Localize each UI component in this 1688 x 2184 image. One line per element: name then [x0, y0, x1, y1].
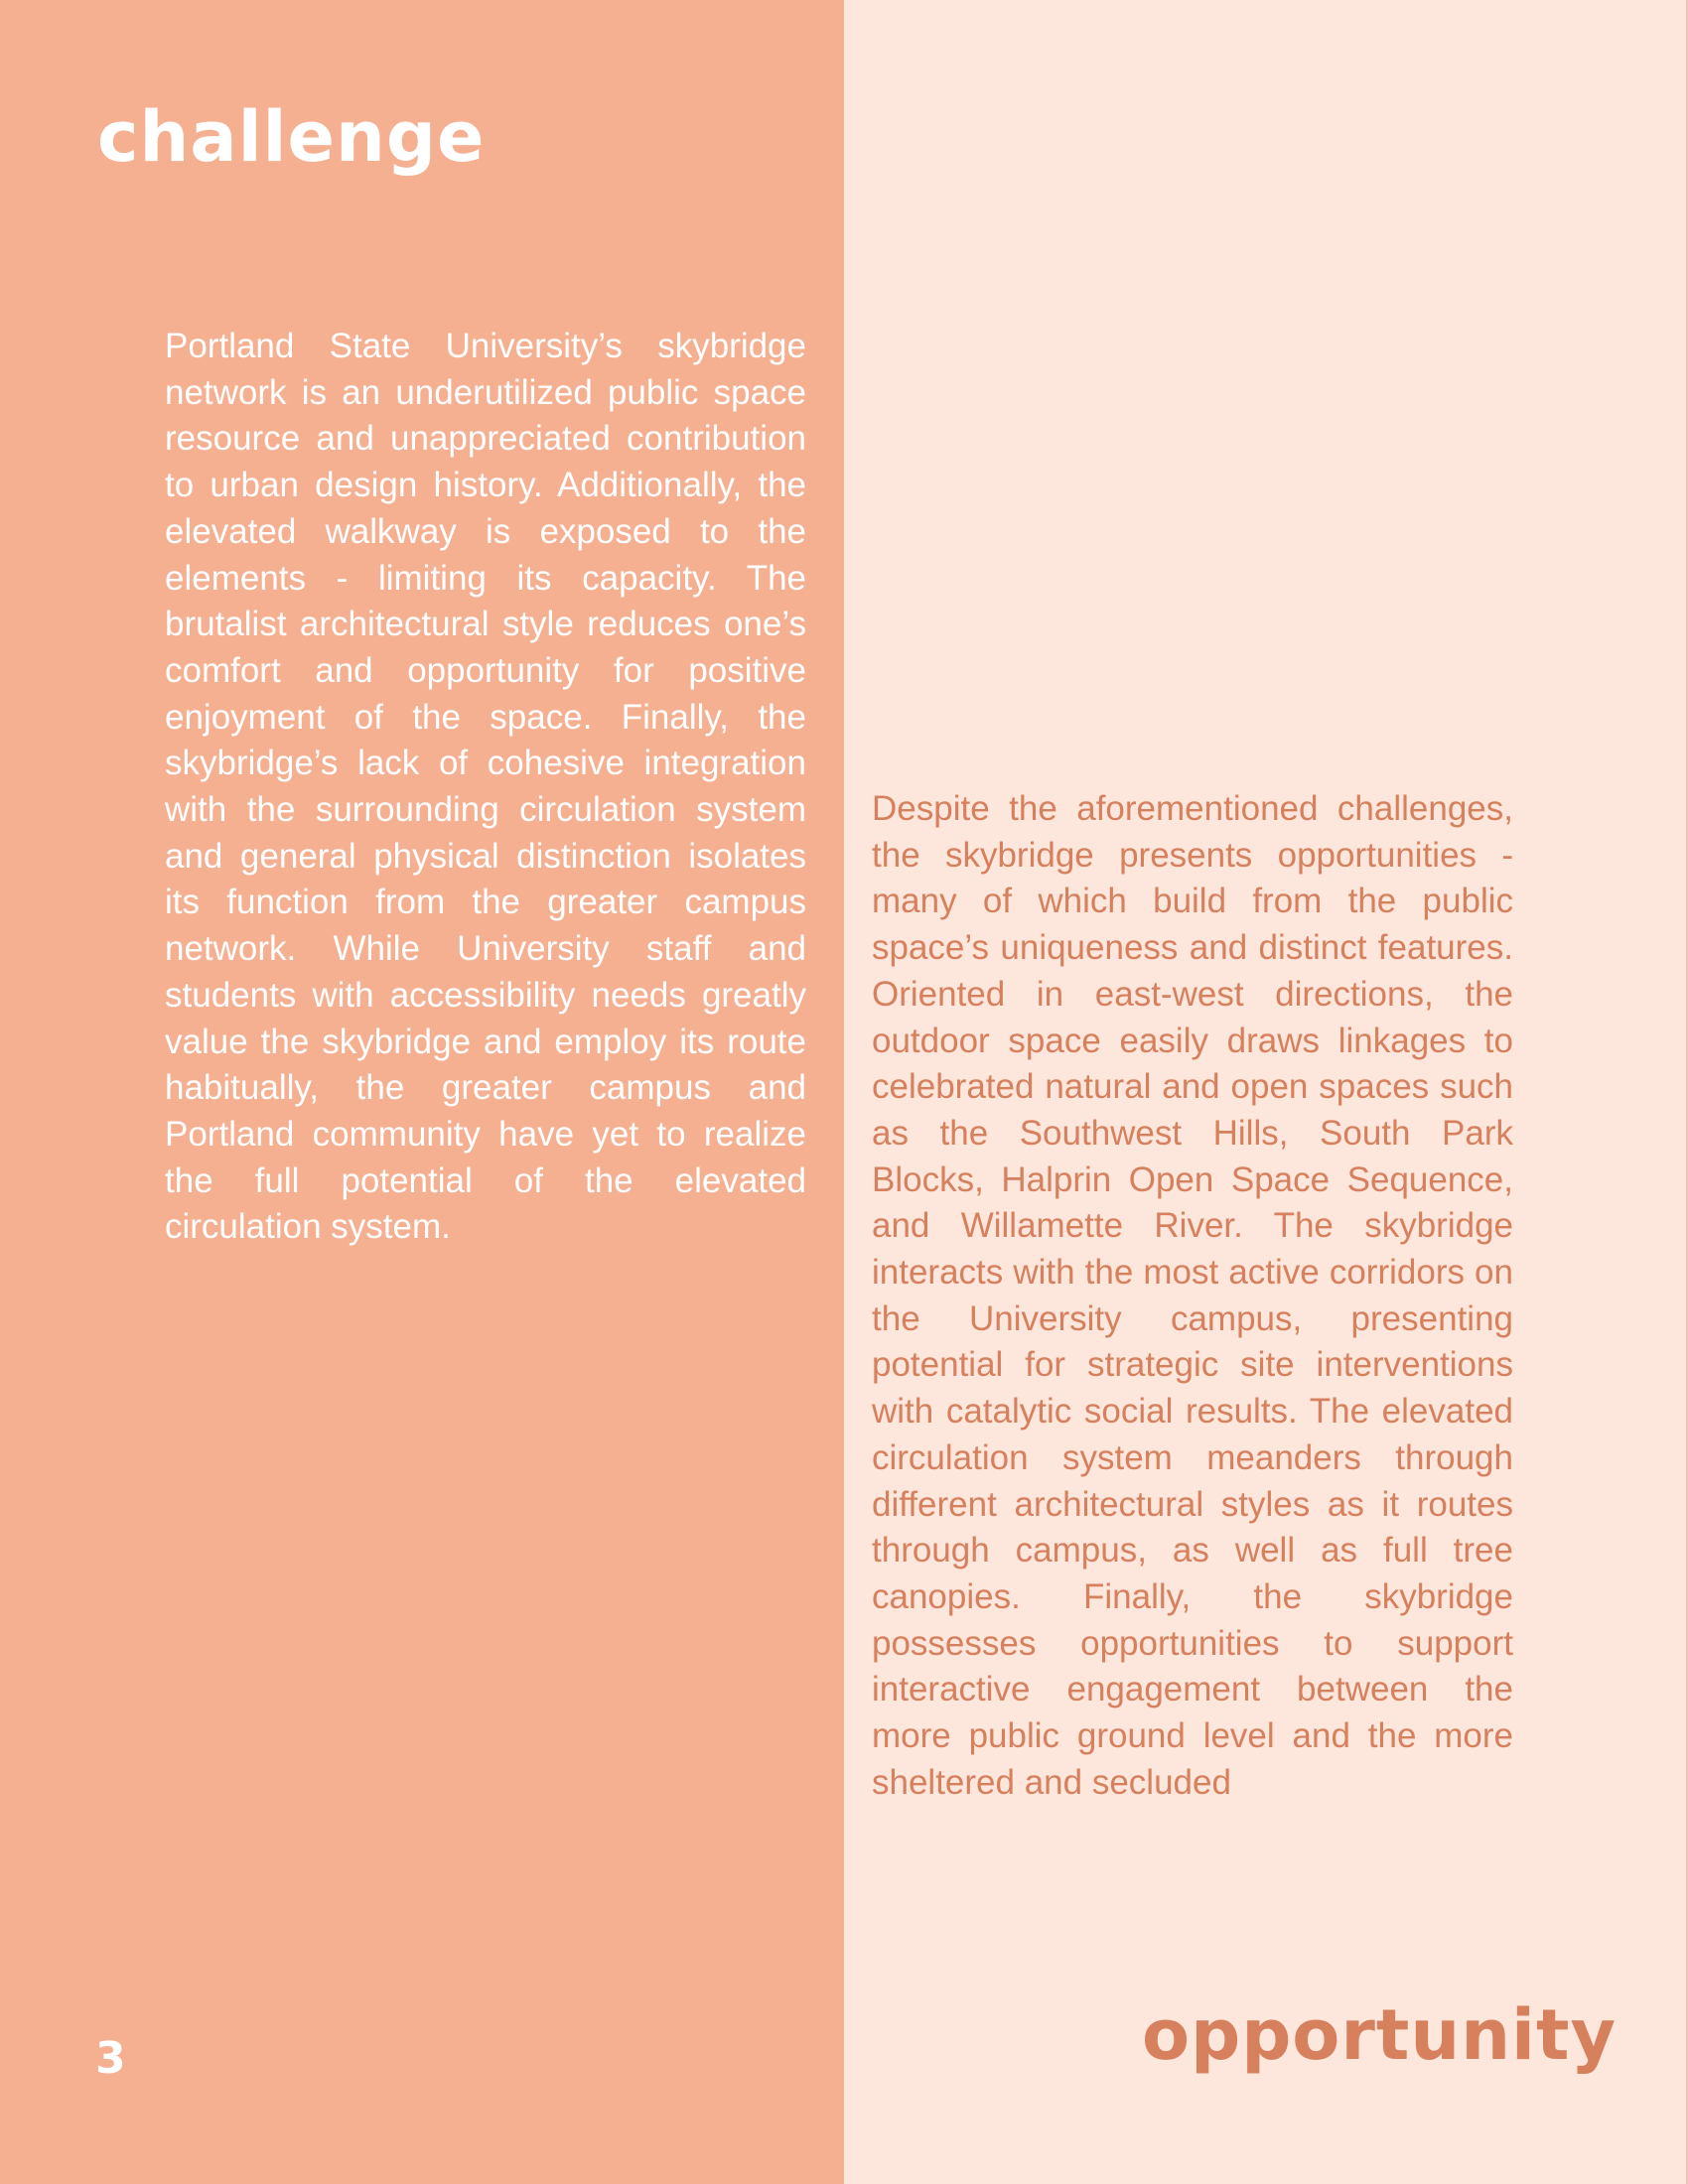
page-number: 3 [95, 2033, 126, 2084]
challenge-heading: challenge [97, 96, 486, 178]
opportunity-paragraph: Despite the aforementioned challenges, the skybridge presents opportunities - many of which build from the public space’s uniqueness and distinct features. Oriented in east-west directions, the outdoor space easily draws linkages to celebrated natural and open spaces such as the Southwest Hills, South Park Blocks, Halprin Open Space Sequence, and Willamette River. The skybridge interacts with the most active corridors on the University campus, presenting potential for strategic site interventions with catalytic social results. The elevated circulation system meanders through different architectural styles as it routes through campus, as well as full tree canopies. Finally, the skybridge possesses opportunities to support interactive engagement between the more public ground level and the more sheltered and secluded [872, 789, 1513, 1802]
opportunity-heading: opportunity [1142, 1994, 1618, 2076]
challenge-paragraph: Portland State University’s skybridge network is an underutilized public space resource and unappreciated contribution to urban design history. Additionally, the elevated walkway is exposed to the elements - limiting its capacity. The brutalist architectural style reduces one’s comfort and opportunity for positive enjoyment of the space. Finally, the skybridge’s lack of cohesive integration with the surrounding circulation system and general physical distinction isolates its function from the greater campus network. While University staff and students with accessibility needs greatly value the skybridge and employ its route habitually, the greater campus and Portland community have yet to realize the full potential of the elevated circulation system. [165, 327, 806, 1247]
